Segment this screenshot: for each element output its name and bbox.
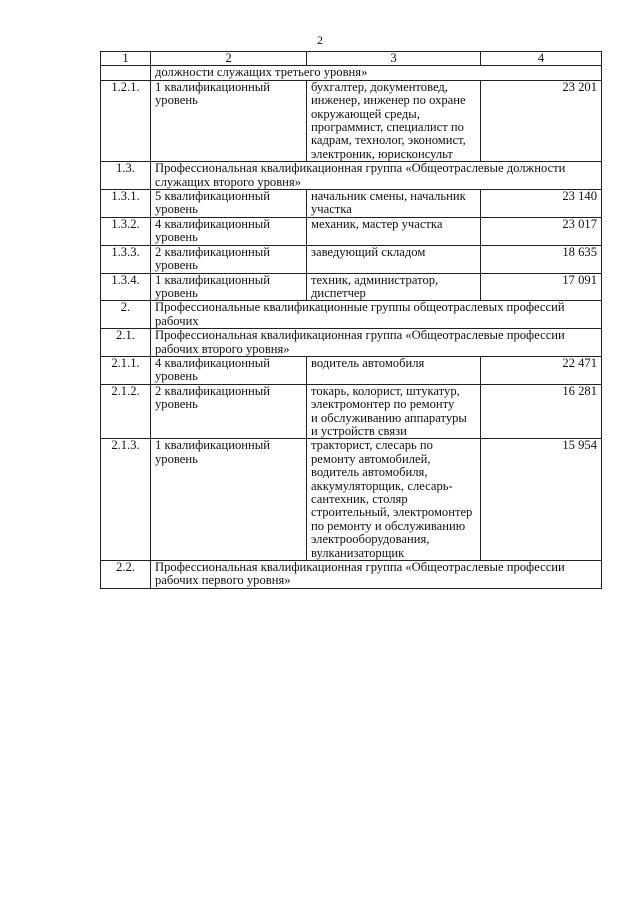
header-cell: 3	[307, 52, 481, 66]
table-continuation-row	[101, 66, 602, 80]
number-cell: 1.3.2.	[101, 217, 151, 245]
positions-cell: техник, администратор, диспетчер	[307, 273, 481, 301]
number-cell: 1.3.4.	[101, 273, 151, 301]
positions-cell: начальник смены, начальник участка	[307, 190, 481, 218]
level-cell: 4 квалификационный уровень	[151, 356, 307, 384]
table-row	[101, 245, 602, 273]
number-cell: 1.3.1.	[101, 190, 151, 218]
table-group-row	[101, 329, 602, 357]
number-cell: 2.1.2.	[101, 384, 151, 439]
salary-cell: 23 201	[481, 80, 602, 161]
number-cell: 1.3.3.	[101, 245, 151, 273]
table-row	[101, 190, 602, 218]
positions-cell: тракторист, слесарь по ремонту автомобилей, водитель автомобиля, аккумуляторщик, слесарь-сантехник, столяр строительный, электромонтер по ремонту и обслуживанию электрооборудования, вулканизаторщик	[307, 439, 481, 561]
header-cell: 1	[101, 52, 151, 66]
salary-cell: 17 091	[481, 273, 602, 301]
table-group-row	[101, 301, 602, 329]
table-group-row	[101, 162, 602, 190]
number-cell: 2.	[101, 301, 151, 329]
salary-cell: 23 140	[481, 190, 602, 218]
salary-table	[100, 51, 602, 589]
level-cell: 4 квалификационный уровень	[151, 217, 307, 245]
salary-cell: 16 281	[481, 384, 602, 439]
number-cell: 2.2.	[101, 561, 151, 589]
header-cell: 2	[151, 52, 307, 66]
group-title-cell: Профессиональная квалификационная группа «Общеотраслевые профессии рабочих второго уровня»	[151, 329, 602, 357]
level-cell: 1 квалификационный уровень	[151, 80, 307, 161]
group-title-cell: Профессиональные квалификационные группы общеотраслевых профессий рабочих	[151, 301, 602, 329]
continuation-text: должности служащих третьего уровня»	[151, 66, 602, 80]
number-cell	[101, 66, 151, 80]
positions-cell: заведующий складом	[307, 245, 481, 273]
header-cell: 4	[481, 52, 602, 66]
number-cell: 1.2.1.	[101, 80, 151, 161]
positions-cell: токарь, колорист, штукатур, электромонтер по ремонту и обслуживанию аппаратуры и устройств связи	[307, 384, 481, 439]
salary-cell: 23 017	[481, 217, 602, 245]
number-cell: 1.3.	[101, 162, 151, 190]
group-title-cell: Профессиональная квалификационная группа «Общеотраслевые должности служащих второго уровня»	[151, 162, 602, 190]
page-number: 2	[317, 33, 323, 47]
level-cell: 1 квалификационный уровень	[151, 439, 307, 561]
table-row	[101, 80, 602, 161]
number-cell: 2.1.1.	[101, 356, 151, 384]
table-row	[101, 273, 602, 301]
salary-cell: 18 635	[481, 245, 602, 273]
salary-cell: 22 471	[481, 356, 602, 384]
table-group-row	[101, 561, 602, 589]
group-title-cell: Профессиональная квалификационная группа «Общеотраслевые профессии рабочих первого уровня»	[151, 561, 602, 589]
level-cell: 1 квалификационный уровень	[151, 273, 307, 301]
level-cell: 2 квалификационный уровень	[151, 384, 307, 439]
table-row	[101, 439, 602, 561]
positions-cell: механик, мастер участка	[307, 217, 481, 245]
number-cell: 2.1.	[101, 329, 151, 357]
table-header-row	[101, 52, 602, 66]
level-cell: 5 квалификационный уровень	[151, 190, 307, 218]
table-row	[101, 384, 602, 439]
positions-cell: бухгалтер, документовед, инженер, инженер по охране окружающей среды, программист, специалист по кадрам, технолог, экономист, электроник, юрисконсульт	[307, 80, 481, 161]
number-cell: 2.1.3.	[101, 439, 151, 561]
table-row	[101, 356, 602, 384]
level-cell: 2 квалификационный уровень	[151, 245, 307, 273]
salary-cell: 15 954	[481, 439, 602, 561]
positions-cell: водитель автомобиля	[307, 356, 481, 384]
table-row	[101, 217, 602, 245]
